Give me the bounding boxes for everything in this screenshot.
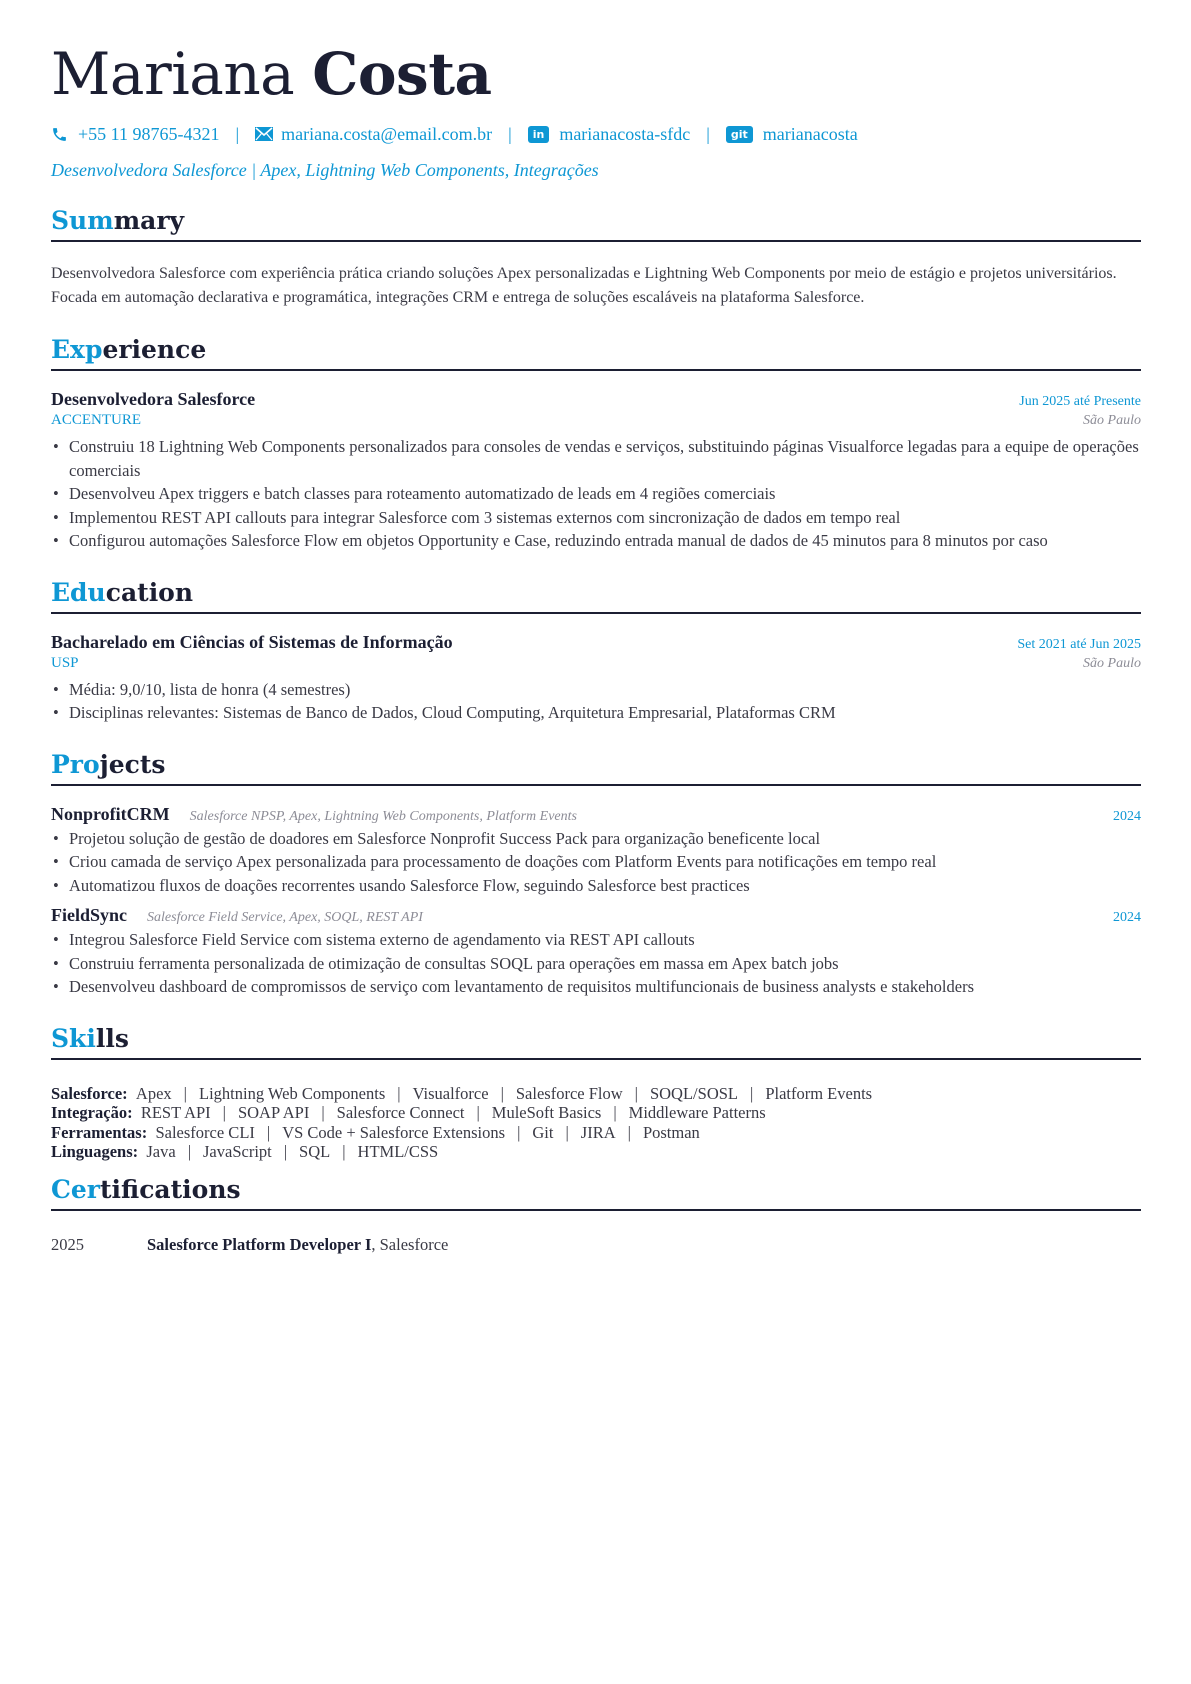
skill-item: SOQL/SOSL [649, 1083, 738, 1103]
skill-separator: | [517, 1122, 521, 1142]
project-bullets [51, 827, 1141, 898]
skill-separator: | [283, 1142, 288, 1161]
first-name: Mariana [51, 40, 295, 108]
skill-category: Linguagens: [51, 1142, 139, 1161]
git-icon: git [726, 126, 753, 143]
contact-bar [51, 122, 1141, 146]
school-name: USP [51, 654, 79, 671]
skill-item: Salesforce CLI [155, 1122, 255, 1142]
project-tech: Salesforce Field Service, Apex, SOQL, REST API [147, 910, 423, 925]
project-bullets [51, 928, 1141, 999]
certification-issuer: , Salesforce [371, 1234, 449, 1254]
job-bullets [51, 435, 1141, 553]
phone-icon [51, 126, 68, 143]
certification-entry [51, 1235, 1141, 1255]
section-heading: Projects [51, 749, 1141, 786]
skill-row [51, 1142, 1141, 1162]
skill-separator: | [627, 1122, 631, 1142]
skill-separator: | [613, 1103, 617, 1122]
skill-item: HTML/CSS [357, 1142, 439, 1161]
contact-separator: | [235, 123, 240, 144]
skill-item: Salesforce Flow [515, 1083, 623, 1103]
envelope-icon [255, 127, 273, 141]
summary-section [51, 205, 1141, 310]
email-text: mariana.costa@email.com.br [281, 123, 493, 144]
phone-contact[interactable] [51, 124, 219, 145]
skill-category: Salesforce: [51, 1083, 128, 1103]
project-tech: Salesforce NPSP, Apex, Lightning Web Components, Platform Events [189, 808, 577, 824]
skills-section [51, 1023, 1141, 1162]
list-item: • Desenvolveu Apex triggers e batch classes para roteamento automatizado de leads em 4 regiões comerciais [51, 482, 1141, 506]
skill-item: Java [146, 1142, 176, 1161]
phone-text: +55 11 98765-4321 [78, 123, 220, 144]
experience-section [51, 334, 1141, 553]
section-heading: Summary [51, 205, 1141, 242]
github-contact[interactable] [726, 124, 858, 145]
skill-separator: | [397, 1083, 401, 1103]
job-date: Jun 2025 até Presente [1019, 394, 1141, 409]
list-item: • Disciplinas relevantes: Sistemas de Banco de Dados, Cloud Computing, Arquitetura Empresarial, Plataformas CRM [51, 701, 1141, 725]
email-contact[interactable] [255, 124, 492, 145]
list-item: • Construiu ferramenta personalizada de otimização de consultas SOQL para operações em massa em Apex batch jobs [51, 952, 1141, 976]
github-text: marianacosta [762, 123, 858, 144]
skill-separator: | [476, 1103, 480, 1122]
skill-item: SQL [299, 1142, 331, 1161]
skill-separator: | [750, 1083, 754, 1103]
skill-separator: | [634, 1083, 638, 1103]
skill-item: JIRA [580, 1122, 616, 1142]
skill-item: Platform Events [765, 1083, 873, 1103]
projects-section [51, 749, 1141, 999]
list-item: • Desenvolveu dashboard de compromissos de serviço com levantamento de requisitos multifuncionais de business analysts e stakeholders [51, 975, 1141, 999]
list-item: • Integrou Salesforce Field Service com sistema externo de agendamento via REST API callouts [51, 928, 1141, 952]
experience-entry [51, 389, 1141, 553]
skill-separator: | [565, 1122, 569, 1142]
skill-item: VS Code + Salesforce Extensions [282, 1122, 506, 1142]
project-title: NonprofitCRM [51, 803, 170, 824]
project-entry [51, 905, 1141, 999]
skill-separator: | [500, 1083, 504, 1103]
summary-text: Desenvolvedora Salesforce com experiência prática criando soluções Apex personalizadas e Lightning Web Components por meio de estágio e projetos universitários. Focada em automação declarativa e programática, integrações CRM e entrega de soluções escaláveis na plataforma Salesforce. [51, 265, 1117, 306]
skills-list [51, 1084, 1141, 1162]
skill-separator: | [321, 1103, 325, 1122]
skill-item: Postman [642, 1122, 700, 1142]
skill-item: Lightning Web Components [198, 1083, 386, 1103]
project-date: 2024 [1113, 910, 1141, 925]
section-heading: Skills [51, 1023, 1141, 1060]
candidate-name [51, 38, 1141, 110]
section-heading: Experience [51, 334, 1141, 371]
section-heading: Education [51, 577, 1141, 614]
linkedin-text: marianacosta-sfdc [559, 123, 691, 144]
skill-row [51, 1084, 1141, 1104]
project-date: 2024 [1113, 808, 1141, 824]
education-bullets [51, 678, 1141, 725]
job-location: São Paulo [1083, 413, 1141, 428]
list-item: • Automatizou fluxos de doações recorrentes usando Salesforce Flow, seguindo Salesforce best practices [51, 874, 1141, 898]
skill-category: Integração: [51, 1103, 133, 1122]
skill-item: JavaScript [203, 1142, 272, 1161]
list-item: • Criou camada de serviço Apex personalizada para processamento de doações com Platform Events para notificações em tempo real [51, 850, 1141, 874]
linkedin-icon: in [528, 126, 550, 143]
skill-item: Visualforce [412, 1083, 489, 1103]
education-location: São Paulo [1083, 655, 1141, 671]
education-date: Set 2021 até Jun 2025 [1017, 636, 1141, 652]
skill-separator: | [187, 1142, 191, 1161]
certification-name: Salesforce Platform Developer I [147, 1234, 372, 1254]
job-title: Desenvolvedora Salesforce [51, 389, 256, 409]
skill-separator: | [342, 1142, 346, 1161]
list-item: • Média: 9,0/10, lista de honra (4 semestres) [51, 678, 1141, 702]
skill-item: SOAP API [237, 1103, 310, 1122]
skill-item: Salesforce Connect [336, 1103, 465, 1122]
degree-title: Bacharelado em Ciências of Sistemas de Informação [51, 631, 453, 652]
certifications-section [51, 1174, 1141, 1255]
education-entry [51, 632, 1141, 725]
skill-item: REST API [140, 1103, 211, 1122]
project-entry [51, 804, 1141, 898]
skill-separator: | [266, 1122, 271, 1142]
section-heading: Certifications [51, 1174, 1141, 1211]
skill-separator: | [222, 1103, 226, 1122]
tagline: Desenvolvedora Salesforce | Apex, Lightning Web Components, Integrações [51, 160, 599, 180]
education-section [51, 577, 1141, 725]
skill-category: Ferramentas: [51, 1122, 148, 1142]
company-name: ACCENTURE [51, 412, 141, 428]
contact-separator: | [508, 123, 512, 144]
list-item: • Configurou automações Salesforce Flow em objetos Opportunity e Case, reduzindo entrada manual de dados de 45 minutos para 8 minutos por caso [51, 529, 1141, 553]
certification-year: 2025 [51, 1234, 84, 1254]
linkedin-contact[interactable] [528, 124, 691, 145]
skill-item: Git [532, 1122, 554, 1142]
contact-separator: | [706, 123, 710, 144]
skill-separator: | [183, 1083, 187, 1103]
list-item: • Projetou solução de gestão de doadores em Salesforce Nonprofit Success Pack para organização beneficente local [51, 827, 1141, 851]
last-name: Costa [312, 40, 492, 108]
skill-item: Middleware Patterns [628, 1103, 766, 1122]
project-title: FieldSync [51, 905, 128, 925]
skill-item: Apex [135, 1083, 172, 1103]
skill-item: MuleSoft Basics [491, 1103, 602, 1122]
list-item: • Construiu 18 Lightning Web Components personalizados para consoles de vendas e serviços, substituindo páginas Visualforce legadas para a equipe de operações comerciais [51, 435, 1141, 482]
skill-row [51, 1123, 1141, 1143]
skill-row [51, 1103, 1141, 1123]
list-item: • Implementou REST API callouts para integrar Salesforce com 3 sistemas externos com sincronização de dados em tempo real [51, 506, 1141, 530]
